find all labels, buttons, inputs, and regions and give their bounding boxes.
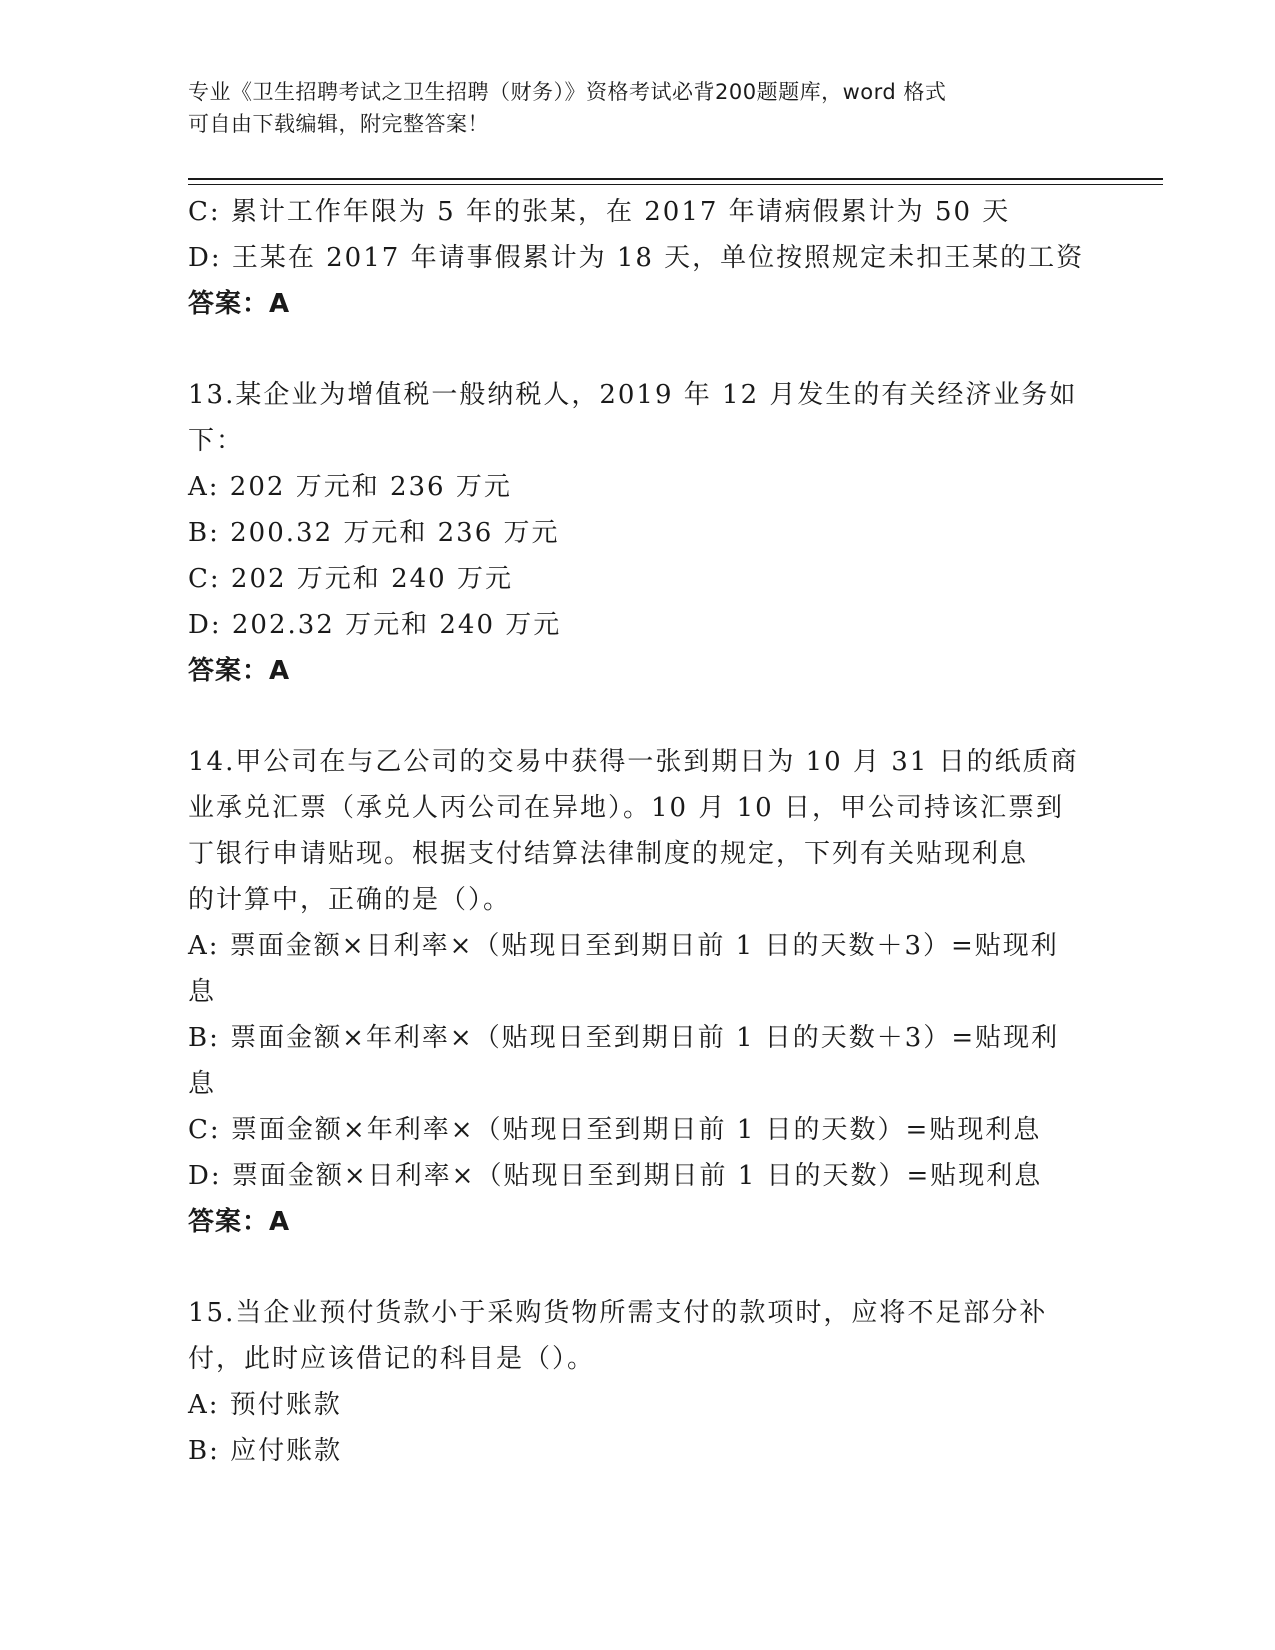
question-stem: 业承兑汇票（承兑人丙公司在异地）。10 月 10 日，甲公司持该汇票到 [188,793,1064,823]
option-d: D: 票面金额×日利率×（贴现日至到期日前 1 日的天数）=贴现利息 [188,1161,1043,1191]
question-stem: 15.当企业预付货款小于采购货物所需支付的款项时，应将不足部分补 [188,1298,1048,1328]
question-stem: 14.甲公司在与乙公司的交易中获得一张到期日为 10 月 31 日的纸质商 [188,747,1079,777]
option-a-continued: 息 [188,977,217,1007]
question-stem: 13.某企业为增值税一般纳税人，2019 年 12 月发生的有关经济业务如 [188,380,1078,410]
option-d: D: 王某在 2017 年请事假累计为 18 天，单位按照规定未扣王某的工资 [188,243,1085,273]
question-stem: 下： [188,426,245,456]
header-subtitle-line: 可自由下载编辑，附完整答案！ [188,112,489,136]
question-15 [188,1290,1088,1474]
question-stem: 丁银行申请贴现。根据支付结算法律制度的规定，下列有关贴现利息 [188,839,1029,869]
document-header [188,76,1068,140]
option-b: B: 应付账款 [188,1436,343,1466]
answer-line: 答案：A [188,656,291,686]
option-a: A: 票面金额×日利率×（贴现日至到期日前 1 日的天数＋3）=贴现利 [188,931,1059,961]
document-body [188,189,1088,1474]
question-stem: 付，此时应该借记的科目是（）。 [188,1344,596,1374]
option-c: C: 票面金额×年利率×（贴现日至到期日前 1 日的天数）=贴现利息 [188,1115,1042,1145]
question-stem: 的计算中，正确的是（）。 [188,885,512,915]
option-a: A: 预付账款 [188,1390,342,1420]
question-13 [188,372,1088,694]
option-d: D: 202.32 万元和 240 万元 [188,610,562,640]
option-b: B: 票面金额×年利率×（贴现日至到期日前 1 日的天数＋3）=贴现利 [188,1023,1060,1053]
answer-line: 答案：A [188,1207,291,1237]
answer-line: 答案：A [188,289,291,319]
option-c: C: 累计工作年限为 5 年的张某，在 2017 年请病假累计为 50 天 [188,197,1011,227]
header-title-line: 专业《卫生招聘考试之卫生招聘（财务）》资格考试必背200题题库，word 格式 [188,80,947,104]
question-12-tail [188,189,1088,327]
option-b-continued: 息 [188,1069,217,1099]
option-b: B: 200.32 万元和 236 万元 [188,518,560,548]
header-divider-thick [188,178,1163,180]
option-c: C: 202 万元和 240 万元 [188,564,513,594]
header-divider-thin [188,184,1163,185]
question-14 [188,739,1088,1245]
option-a: A: 202 万元和 236 万元 [188,472,512,502]
